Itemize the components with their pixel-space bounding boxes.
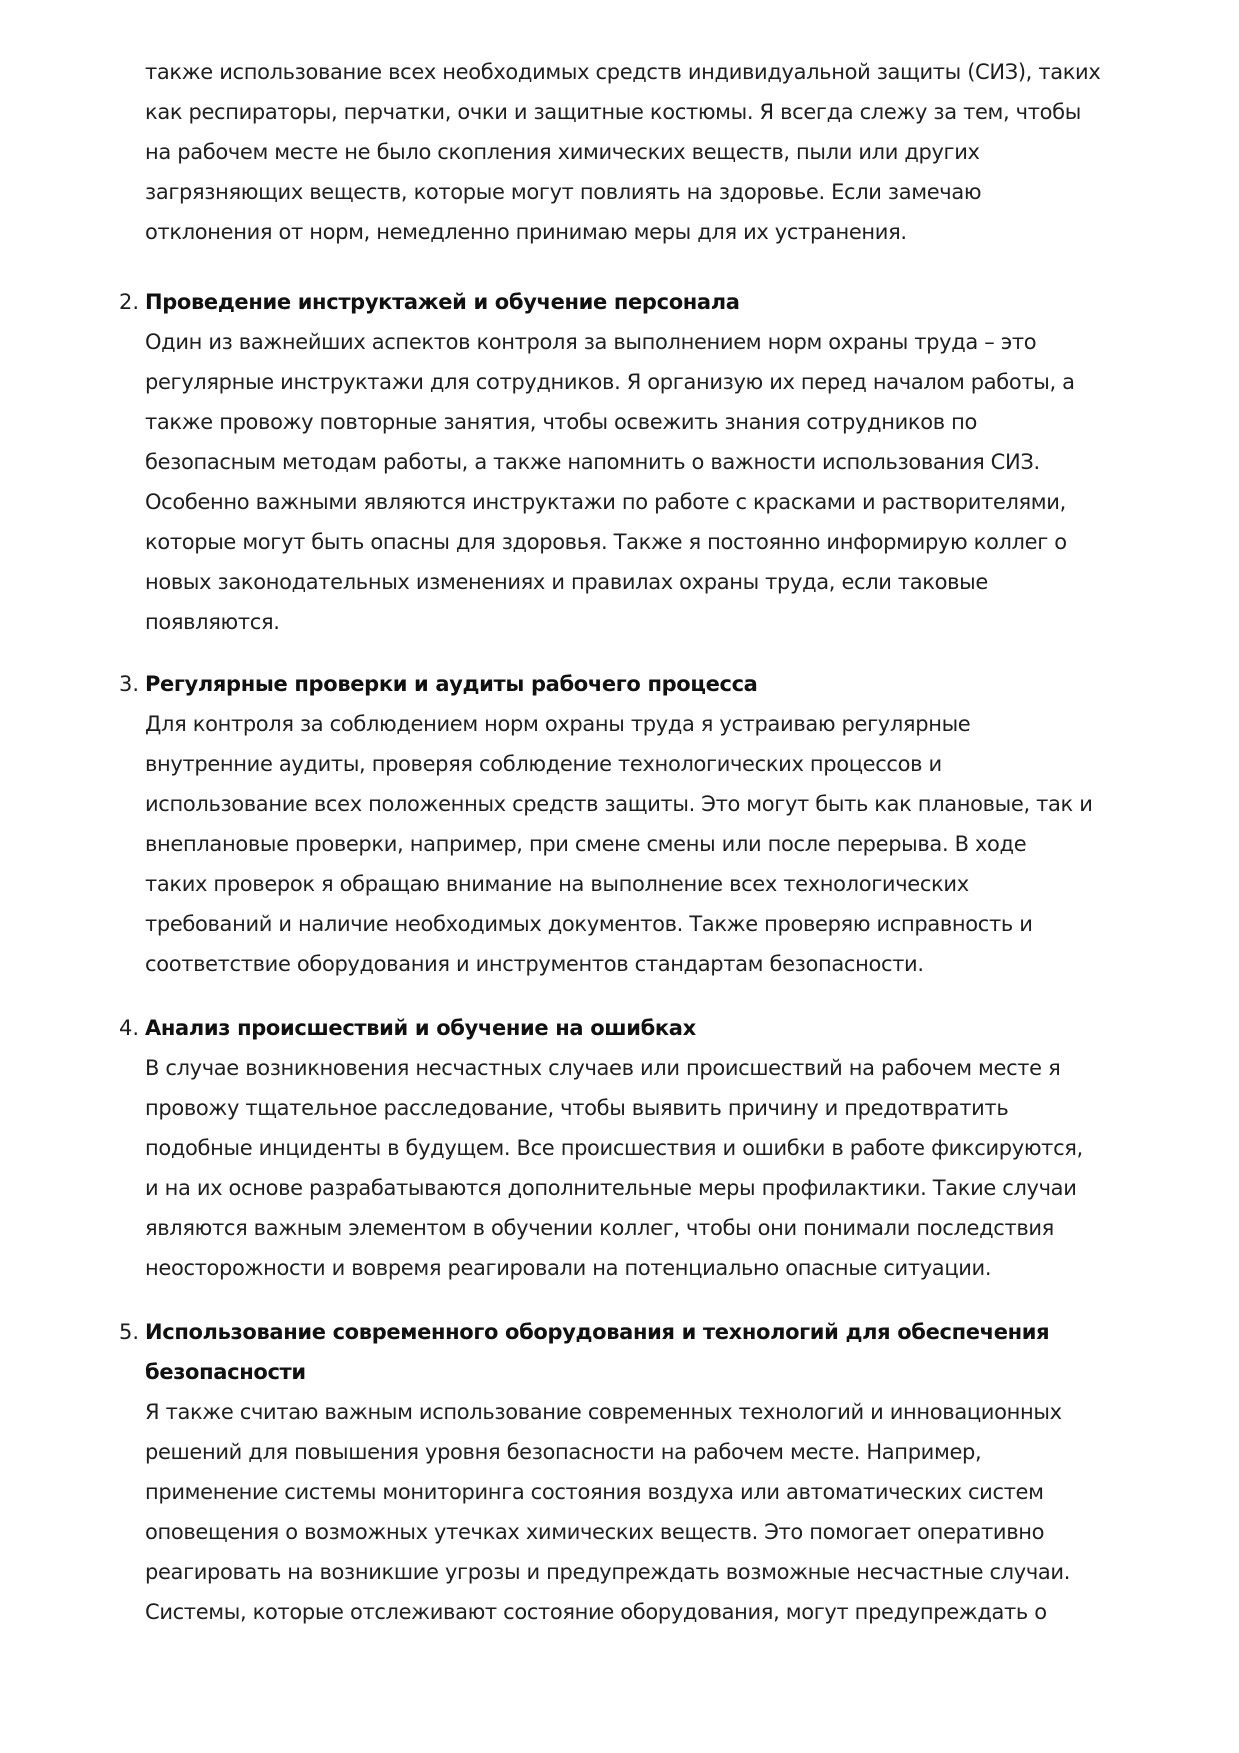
paragraph-line: провожу тщательное расследование, чтобы выявить причину и предотвратить <box>145 1096 1009 1120</box>
paragraph-line: неосторожности и вовремя реагировали на потенциально опасные ситуации. <box>145 1256 992 1280</box>
paragraph-line: использование всех положенных средств защиты. Это могут быть как плановые, так и <box>145 792 1093 816</box>
paragraph-line: на рабочем месте не было скопления химических веществ, пыли или других <box>145 140 980 164</box>
paragraph-line: безопасным методам работы, а также напомнить о важности использования СИЗ. <box>145 450 1040 474</box>
paragraph-line: применение системы мониторинга состояния воздуха или автоматических систем <box>145 1480 1044 1504</box>
paragraph-line: также провожу повторные занятия, чтобы освежить знания сотрудников по <box>145 410 977 434</box>
paragraph-line: Я также считаю важным использование современных технологий и инновационных <box>145 1400 1062 1424</box>
paragraph-line: Особенно важными являются инструктажи по работе с красками и растворителями, <box>145 490 1066 514</box>
item-heading: Проведение инструктажей и обучение персонала <box>145 290 740 314</box>
paragraph-line: являются важным элементом в обучении коллег, чтобы они понимали последствия <box>145 1216 1054 1240</box>
paragraph-line: регулярные инструктажи для сотрудников. Я организую их перед началом работы, а <box>145 370 1075 394</box>
list-number: 5. <box>119 1320 140 1344</box>
paragraph-line: отклонения от норм, немедленно принимаю меры для их устранения. <box>145 220 907 244</box>
paragraph-line: соответствие оборудования и инструментов стандартам безопасности. <box>145 952 924 976</box>
paragraph-line: Системы, которые отслеживают состояние оборудования, могут предупреждать о <box>145 1600 1047 1624</box>
item-heading: Анализ происшествий и обучение на ошибках <box>145 1016 696 1040</box>
paragraph-line: внеплановые проверки, например, при смене смены или после перерыва. В ходе <box>145 832 1027 856</box>
paragraph-line: загрязняющих веществ, которые могут повлиять на здоровье. Если замечаю <box>145 180 982 204</box>
list-number: 2. <box>119 290 140 314</box>
paragraph-line: также использование всех необходимых средств индивидуальной защиты (СИЗ), таких <box>145 60 1101 84</box>
paragraph-line: и на их основе разрабатываются дополнительные меры профилактики. Такие случаи <box>145 1176 1077 1200</box>
paragraph-line: Один из важнейших аспектов контроля за выполнением норм охраны труда – это <box>145 330 1037 354</box>
paragraph-line: появляются. <box>145 610 280 634</box>
paragraph-line: решений для повышения уровня безопасности на рабочем месте. Например, <box>145 1440 982 1464</box>
list-number: 3. <box>119 672 140 696</box>
item-heading: безопасности <box>145 1360 306 1384</box>
paragraph-line: таких проверок я обращаю внимание на выполнение всех технологических <box>145 872 969 896</box>
paragraph-line: оповещения о возможных утечках химических веществ. Это помогает оперативно <box>145 1520 1045 1544</box>
paragraph-line: внутренние аудиты, проверяя соблюдение технологических процессов и <box>145 752 942 776</box>
paragraph-line: В случае возникновения несчастных случаев или происшествий на рабочем месте я <box>145 1056 1061 1080</box>
paragraph-line: как респираторы, перчатки, очки и защитные костюмы. Я всегда слежу за тем, чтобы <box>145 100 1081 124</box>
paragraph-line: Для контроля за соблюдением норм охраны труда я устраиваю регулярные <box>145 712 971 736</box>
item-heading: Регулярные проверки и аудиты рабочего процесса <box>145 672 758 696</box>
paragraph-line: требований и наличие необходимых документов. Также проверяю исправность и <box>145 912 1033 936</box>
paragraph-line: подобные инциденты в будущем. Все происшествия и ошибки в работе фиксируются, <box>145 1136 1083 1160</box>
item-heading: Использование современного оборудования и технологий для обеспечения <box>145 1320 1050 1344</box>
paragraph-line: реагировать на возникшие угрозы и предупреждать возможные несчастные случаи. <box>145 1560 1071 1584</box>
paragraph-line: новых законодательных изменениях и правилах охраны труда, если таковые <box>145 570 988 594</box>
paragraph-line: которые могут быть опасны для здоровья. Также я постоянно информирую коллег о <box>145 530 1067 554</box>
list-number: 4. <box>119 1016 140 1040</box>
